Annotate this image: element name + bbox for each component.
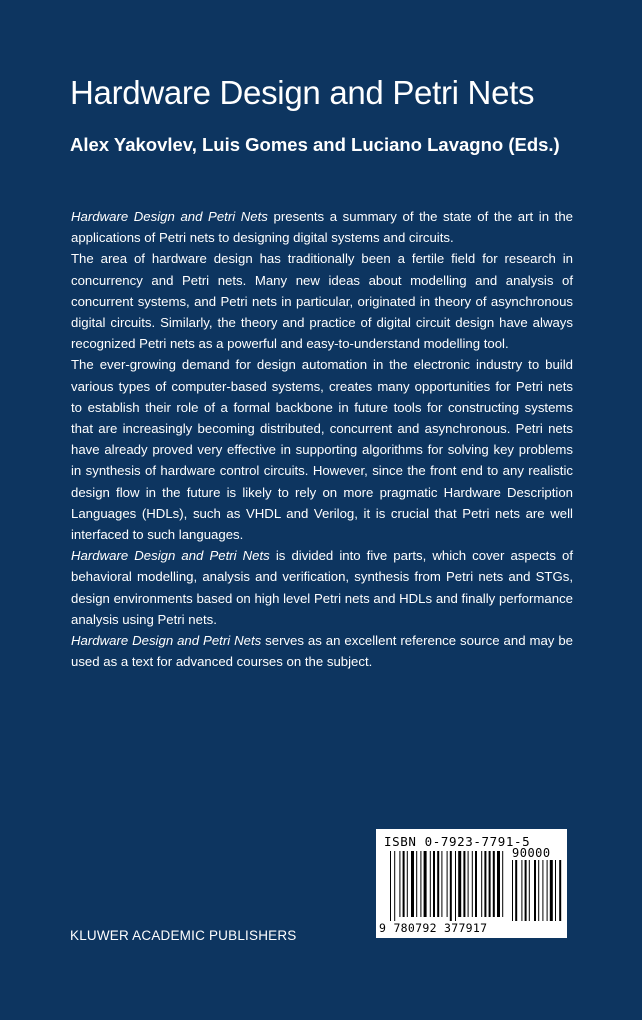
paragraph-1-text: presents a summary of the state of the art in the applications of Petri nets to designing digital systems and circuits. [71, 209, 573, 246]
publisher-name: KLUWER ACADEMIC PUBLISHERS [70, 928, 297, 943]
barcode-bar [463, 851, 465, 917]
barcode-bar [484, 851, 486, 917]
addon-barcode-bar [559, 860, 561, 921]
book-title: Hardware Design and Petri Nets [70, 74, 535, 111]
paragraph-1 [71, 206, 573, 248]
barcode-bar [468, 851, 469, 917]
barcode-bar [424, 851, 427, 917]
barcode-bar [437, 851, 439, 917]
addon-barcode-bar [529, 860, 530, 921]
ean-barcode-digits: 9 780792 377917 [379, 921, 488, 935]
cover-description [71, 206, 573, 672]
barcode-bar [489, 851, 491, 917]
paragraph-4-text: is divided into five parts, which cover aspects of behavioral modelling, analysis and verification, synthesis from Petri nets and STGs, design environments based on high level Petri nets and HDLs and finally performance analysis using Petri nets. [71, 548, 573, 627]
book-editors: Alex Yakovlev, Luis Gomes and Luciano Lavagno (Eds.) [70, 134, 560, 155]
barcode-bar [502, 851, 503, 917]
barcode-bar [433, 851, 435, 917]
addon-barcode-bar [534, 860, 536, 921]
barcode-bar [475, 851, 477, 917]
barcode-bar [430, 851, 431, 917]
paragraph-4 [71, 545, 573, 630]
barcode-bar [411, 851, 414, 917]
barcode-bar [403, 851, 405, 917]
barcode-bar [458, 851, 461, 917]
barcode-bar [450, 851, 452, 921]
addon-barcode-bar [550, 860, 553, 921]
barcode-bar [441, 851, 442, 917]
addon-barcode-bar [512, 860, 513, 921]
barcode-bar [399, 851, 400, 917]
barcode-bar [447, 851, 448, 917]
addon-barcode-bar [515, 860, 517, 921]
barcode-bar [493, 851, 495, 917]
barcode-bar [455, 851, 456, 921]
barcode-bar [390, 851, 391, 921]
barcode-bar [420, 851, 421, 917]
isbn-number: ISBN 0-7923-7791-5 [384, 834, 531, 849]
barcode-bar [407, 851, 408, 917]
price-addon-code: 90000 [512, 846, 551, 860]
paragraph-3: The ever-growing demand for design automation in the electronic industry to build various types of computer-based systems, creates many opportunities for Petri nets to establish their role of a formal backbone in future tools for constructing systems that are increasingly becoming distributed, concurrent and asynchronous. Petri nets have already proved very effective in supporting algorithms for solving key problems in synthesis of hardware control circuits. However, since the front end to any realistic design flow in the future is likely to rely on more pragmatic Hardware Description Languages (HDLs), such as VHDL and Verilog, it is crucial that Petri nets are well interfaced to such languages. [71, 357, 573, 543]
paragraph-5-book-title: Hardware Design and Petri Nets [71, 633, 262, 649]
barcode-bar [472, 851, 473, 917]
paragraph-4-book-title: Hardware Design and Petri Nets [71, 548, 270, 564]
paragraph-5-text: serves as an excellent reference source and may be used as a text for advanced courses on the subject. [71, 633, 573, 670]
isbn-barcode [376, 829, 567, 938]
addon-barcode-bar [547, 860, 548, 921]
barcode-bar [481, 851, 482, 917]
addon-barcode-bar [525, 860, 527, 921]
paragraph-5 [71, 630, 573, 672]
paragraph-2: The area of hardware design has traditionally been a fertile field for research in concurrency and Petri nets. Many new ideas about modelling and analysis of concurrent systems, and Petri nets in particular, originated in theory of asynchronous digital circuits. Similarly, the theory and practice of digital circuit design have always recognized Petri nets as a powerful and easy-to-understand modelling tool. [71, 251, 573, 352]
barcode-bar [416, 851, 417, 917]
barcode-bar [394, 851, 395, 921]
barcode-bar [497, 851, 500, 917]
paragraph-1-book-title: Hardware Design and Petri Nets [71, 209, 268, 224]
addon-barcode-bar [542, 860, 543, 921]
addon-barcode-bar [538, 860, 539, 921]
addon-barcode-bar [555, 860, 556, 921]
addon-barcode-bar [521, 860, 522, 921]
